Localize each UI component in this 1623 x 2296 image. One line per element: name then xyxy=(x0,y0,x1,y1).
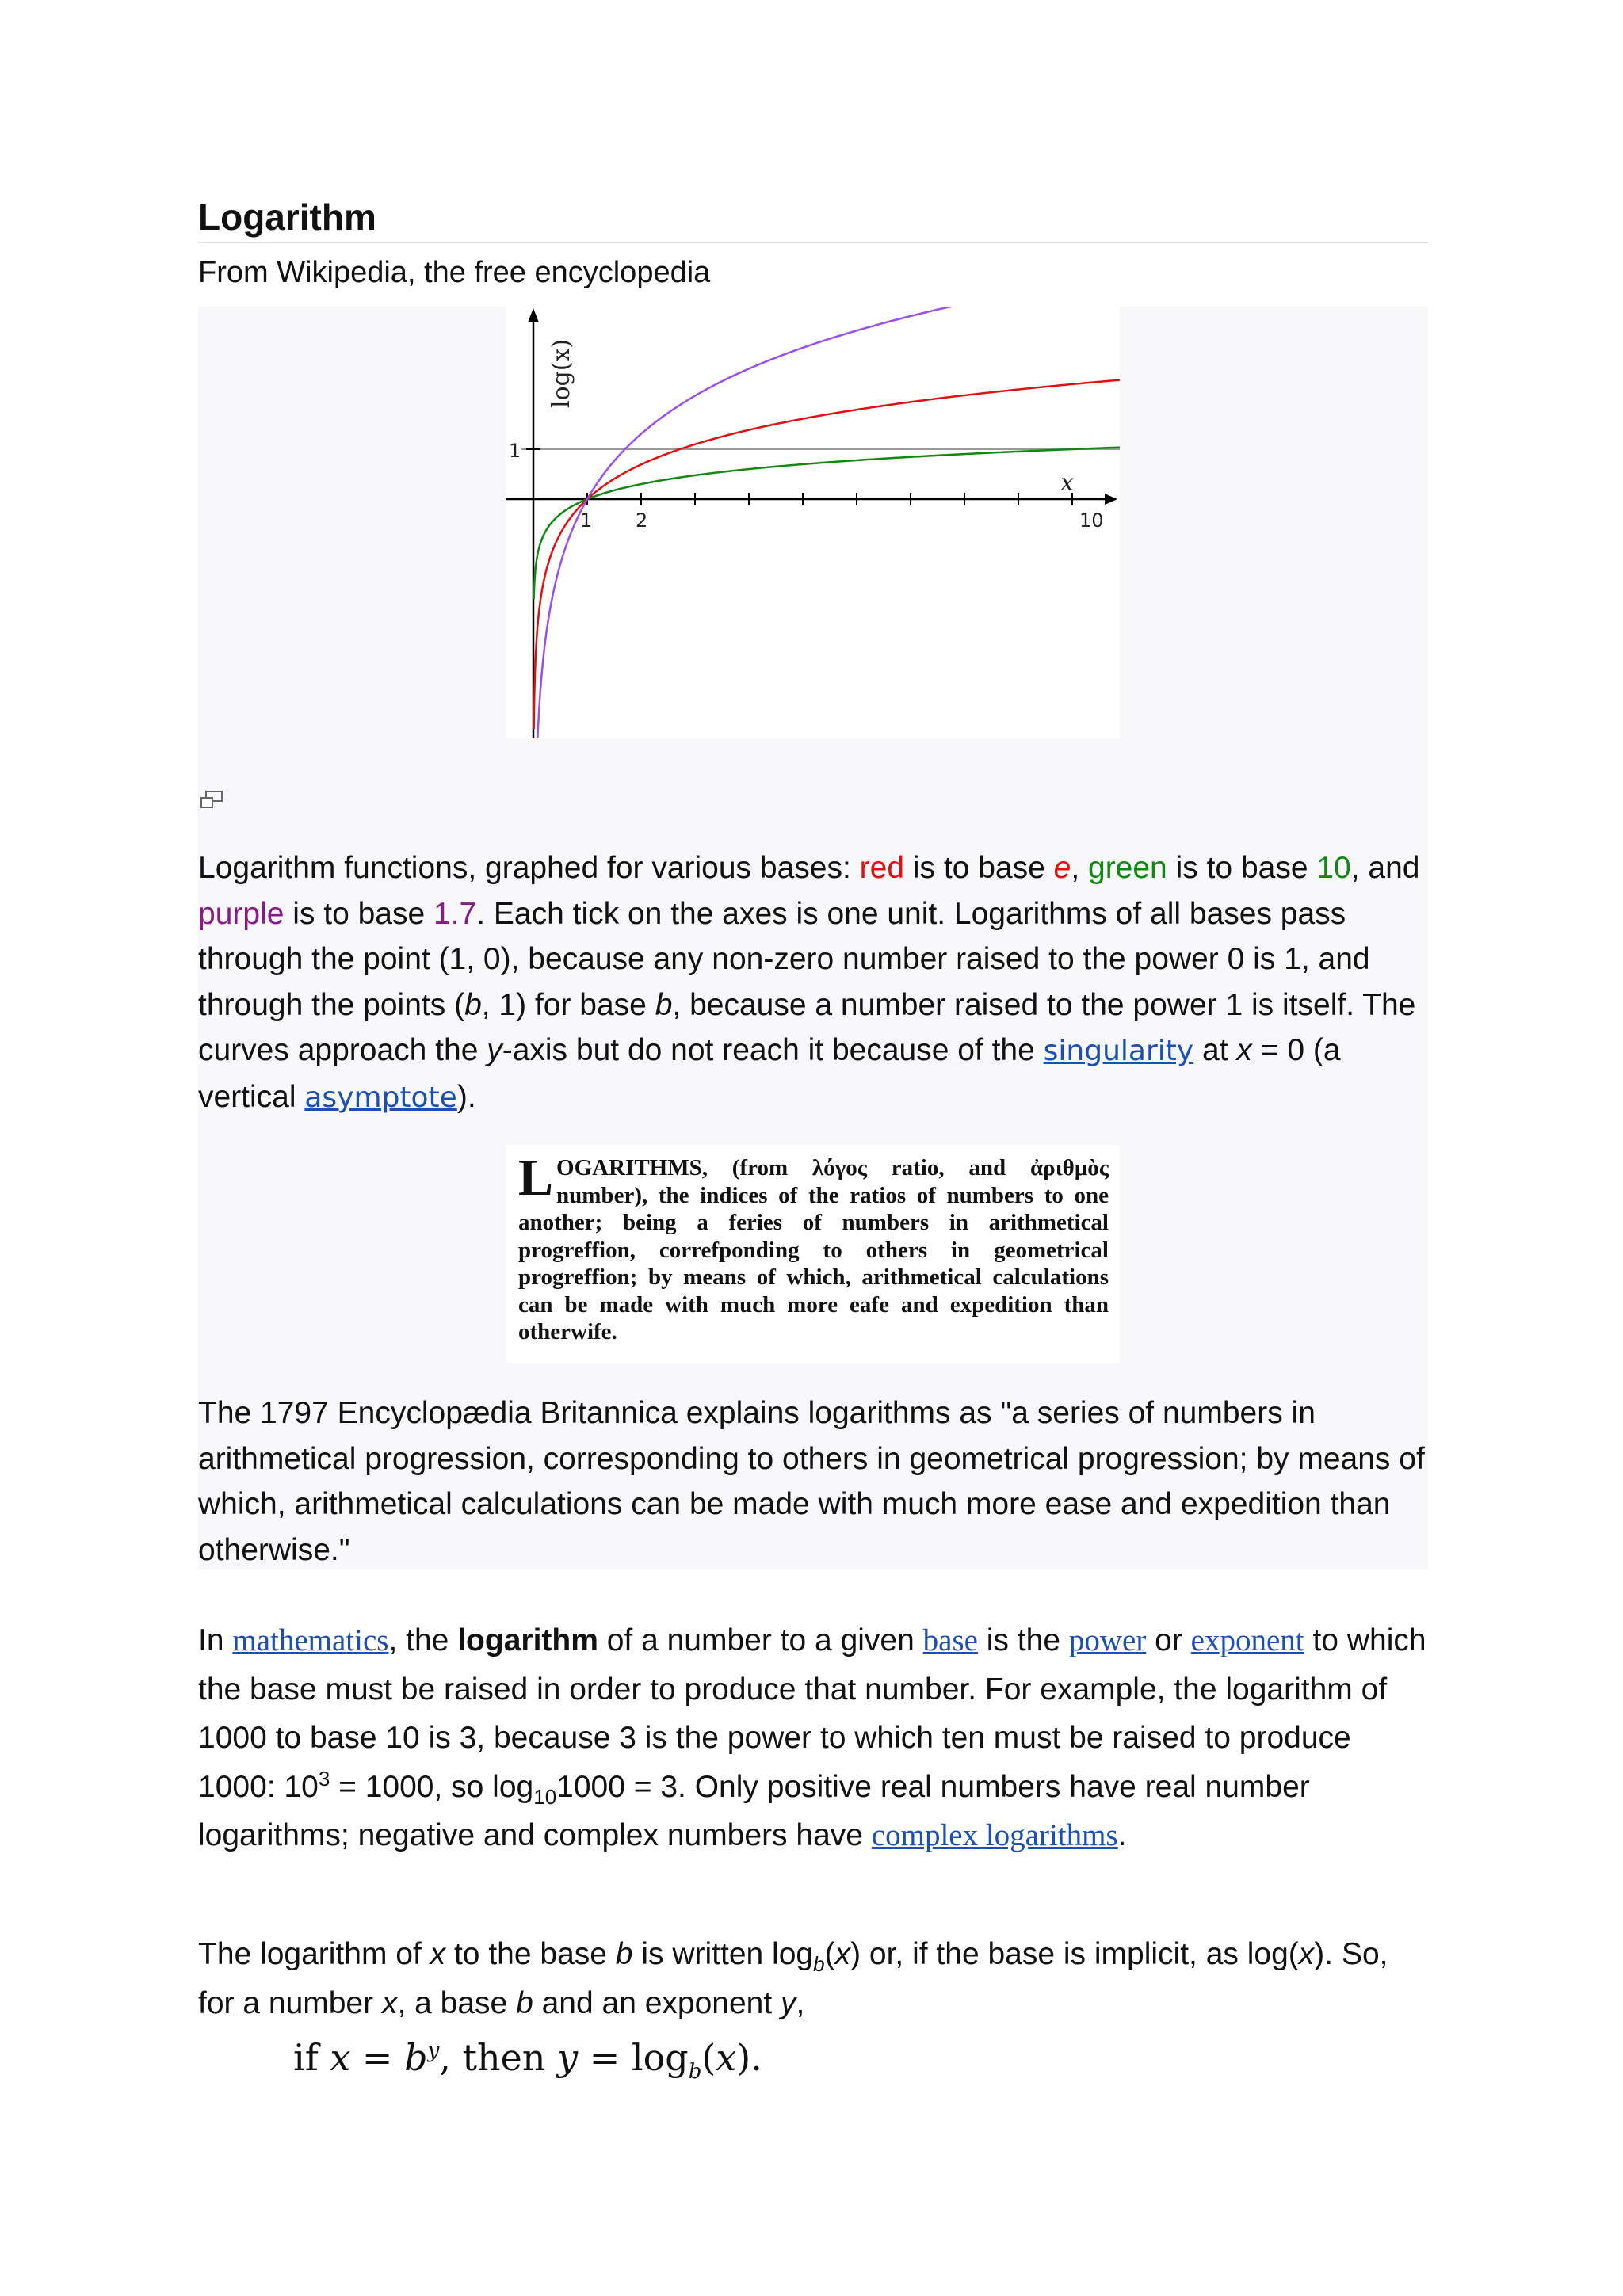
graph-caption: Logarithm functions, graphed for various bases: red is to base e, green is to base 10, and purple is to base 1.7. Each tick on the axes is one unit. Logarithms of all bases pass through the point (1, 0), because any non-zero number raised to the power 0 is 1, and through the points (b, 1) for base b, because a number raised to the power 1 is itself. The curves approach the y-axis but do not reach it because of the singularity at x = 0 (a vertical asymptote). xyxy=(198,851,1420,1114)
x-tick-label-1: 1 xyxy=(580,509,593,532)
series-purple-line xyxy=(537,307,1089,738)
notation-paragraph: The logarithm of x to the base b is written $\log_b(x)$ or, if the base is implicit, as log(x). So, for a number x, a base b and an exponent y, xyxy=(198,1937,1388,2020)
series-green-line xyxy=(534,448,1120,599)
log-graph[interactable] xyxy=(506,307,1120,738)
x-axis-arrow xyxy=(1105,494,1117,505)
britannica-scan-image[interactable] xyxy=(506,1145,1120,1363)
x-tick-label-2: 2 xyxy=(636,509,648,532)
base-link[interactable]: base xyxy=(922,1623,978,1657)
y-tick-label: 1 xyxy=(509,440,521,462)
dropcap: L xyxy=(518,1149,554,1207)
power-link[interactable]: power xyxy=(1068,1623,1147,1657)
series-red-line xyxy=(534,380,1120,730)
x-axis-label: x xyxy=(1060,469,1074,497)
y-axis-label: log(x) xyxy=(548,338,575,408)
green-label: green xyxy=(1088,851,1167,885)
scan-text: LOGARITHMS, (from λόγος ratio, and ἀριθμὸς number), the indices of the ratios of numbers to one another; being a feries of numbers in arithmetical progreffion, correfponding to others in geometrical progreffion; by means of which, arithmetical calculations can be made with much more eafe and expedition than otherwife. xyxy=(518,1149,1109,1344)
purple-label: purple xyxy=(198,896,285,931)
enlarge-icon[interactable] xyxy=(200,790,223,810)
log-graph-svg xyxy=(506,307,1120,738)
x-tick-label-10: 10 xyxy=(1079,509,1104,532)
image-box xyxy=(198,307,1428,1569)
mathematics-link[interactable]: mathematics xyxy=(232,1623,389,1657)
asymptote-link[interactable]: asymptote xyxy=(304,1081,457,1114)
page-subtitle: From Wikipedia, the free encyclopedia xyxy=(198,256,711,289)
singularity-link[interactable]: singularity xyxy=(1043,1035,1194,1067)
scan-caption: The 1797 Encyclopædia Britannica explains logarithms as "a series of numbers in arithmetical progression, corresponding to others in geometrical progression; by means of which, arithmetical calculations can be made with much more ease and expedition than otherwise." xyxy=(198,1396,1425,1567)
article xyxy=(198,194,1428,2084)
page-title: Logarithm xyxy=(198,194,1428,243)
red-label: red xyxy=(859,851,905,885)
complex-logarithms-link[interactable]: complex logarithms xyxy=(871,1818,1118,1852)
definition-formula: if $x = b^y$, then $y = \log_b(x)$. xyxy=(293,2036,762,2084)
y-axis-arrow xyxy=(528,308,539,322)
intro-paragraph: In mathematics, the logarithm of a number to a given base is the power or exponent to which the base must be raised in order to produce that number. For example, the logarithm of 1000 to base 10 is 3, because 3 is the power to which ten must be raised to produce 1000: $10^3 = 1000$, so $\log_{10}1000 = 3$. Only positive real numbers have real number logarithms; negative and complex numbers have complex logarithms. xyxy=(198,1623,1426,1852)
exponent-link[interactable]: exponent xyxy=(1190,1623,1304,1657)
